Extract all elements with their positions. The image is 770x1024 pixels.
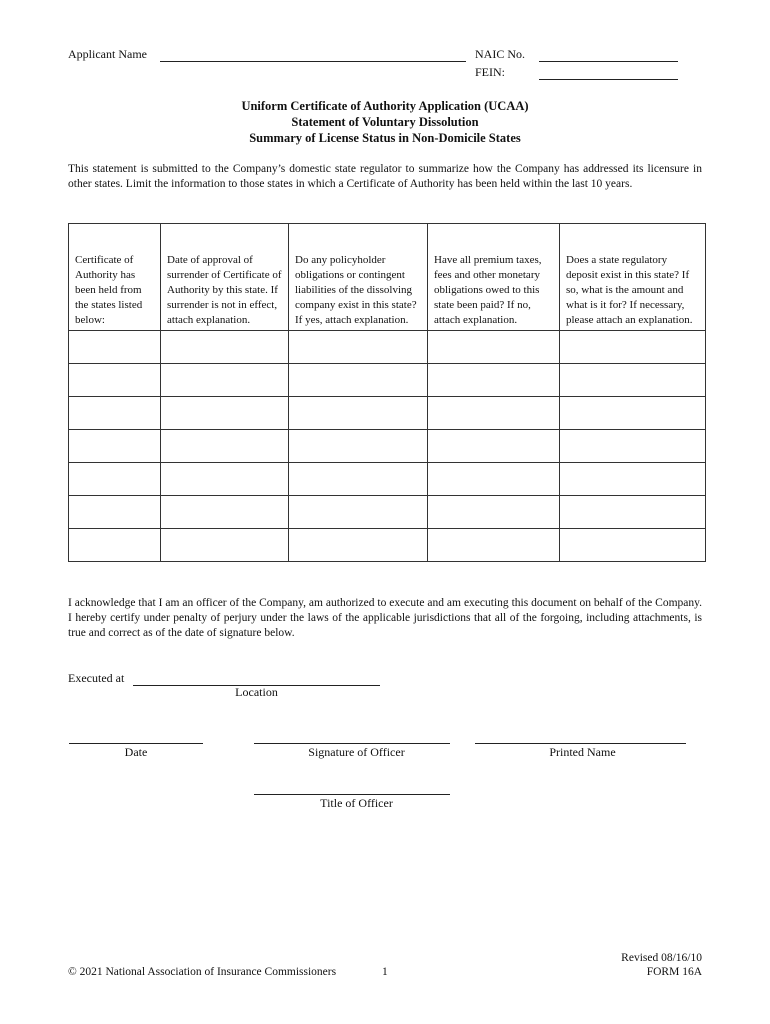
footer-revised: Revised 08/16/10 bbox=[621, 952, 702, 964]
table-cell[interactable] bbox=[69, 331, 161, 364]
intro-paragraph: This statement is submitted to the Company’s domestic state regulator to summarize how the Company has addressed its licensure in other states. Limit the information to those states in which a Certificate of Authority has been held within the last 10 years. bbox=[68, 163, 702, 190]
naic-number-field[interactable] bbox=[539, 49, 678, 67]
table-cell[interactable] bbox=[428, 430, 560, 463]
table-cell[interactable] bbox=[161, 430, 289, 463]
header-policyholder-obligations: Do any policyholder obligations or contingent liabilities of the dissolving company exist in this state? If yes, attach explanation. bbox=[289, 224, 428, 331]
applicant-name-label: Applicant Name bbox=[68, 47, 147, 61]
officer-title-label: Title of Officer bbox=[320, 796, 393, 810]
form-title: Uniform Certificate of Authority Application (UCAA) bbox=[241, 99, 529, 113]
acknowledgement-paragraph: I acknowledge that I am an officer of the Company, am authorized to execute and am executing this document on behalf of the Company. I hereby certify under penalty of perjury under the laws of the applicable jurisdictions that all of the forgoing, including attachments, is true and correct as of the date of signature below. bbox=[68, 597, 702, 639]
fein-field[interactable] bbox=[539, 67, 678, 85]
printed-name-label: Printed Name bbox=[549, 745, 616, 759]
table-cell[interactable] bbox=[560, 529, 706, 562]
table-cell[interactable] bbox=[560, 430, 706, 463]
date-line[interactable] bbox=[69, 743, 203, 744]
form-subtitle: Statement of Voluntary Dissolution bbox=[291, 115, 479, 129]
table-row bbox=[69, 463, 706, 496]
license-status-table bbox=[68, 223, 706, 562]
table-cell[interactable] bbox=[289, 496, 428, 529]
applicant-name-row bbox=[68, 47, 147, 62]
table-cell[interactable] bbox=[560, 397, 706, 430]
table-cell[interactable] bbox=[428, 463, 560, 496]
footer-form-number: FORM 16A bbox=[646, 966, 702, 978]
table-cell[interactable] bbox=[69, 529, 161, 562]
table-cell[interactable] bbox=[161, 463, 289, 496]
table-cell[interactable] bbox=[289, 463, 428, 496]
officer-signature-line[interactable] bbox=[254, 743, 450, 744]
table-cell[interactable] bbox=[289, 430, 428, 463]
header-regulatory-deposit: Does a state regulatory deposit exist in this state? If so, what is the amount and what is it for? If necessary, please attach an explanation. bbox=[560, 224, 706, 331]
table-row bbox=[69, 331, 706, 364]
table-cell[interactable] bbox=[69, 430, 161, 463]
table-cell[interactable] bbox=[560, 331, 706, 364]
location-label: Location bbox=[235, 685, 278, 699]
table-cell[interactable] bbox=[161, 496, 289, 529]
table-cell[interactable] bbox=[289, 364, 428, 397]
table-cell[interactable] bbox=[428, 496, 560, 529]
fein-label: FEIN: bbox=[475, 65, 505, 79]
table-cell[interactable] bbox=[69, 463, 161, 496]
table-cell[interactable] bbox=[560, 496, 706, 529]
table-cell[interactable] bbox=[560, 364, 706, 397]
table-row bbox=[69, 364, 706, 397]
form-section-title: Summary of License Status in Non-Domicile States bbox=[249, 131, 521, 145]
header-approval-date: Date of approval of surrender of Certificate of Authority by this state. If surrender is not in effect, attach explanation. bbox=[161, 224, 289, 331]
table-cell[interactable] bbox=[428, 529, 560, 562]
table-cell[interactable] bbox=[428, 364, 560, 397]
header-states-held: Certificate of Authority has been held from the states listed below: bbox=[69, 224, 161, 331]
table-cell[interactable] bbox=[161, 529, 289, 562]
officer-title-line[interactable] bbox=[254, 794, 450, 795]
footer-page-number: 1 bbox=[382, 966, 388, 978]
table-cell[interactable] bbox=[161, 331, 289, 364]
date-label: Date bbox=[124, 745, 148, 759]
table-cell[interactable] bbox=[161, 364, 289, 397]
table-cell[interactable] bbox=[289, 331, 428, 364]
table-row bbox=[69, 430, 706, 463]
executed-at-label: Executed at bbox=[68, 671, 125, 685]
table-header-row bbox=[69, 224, 706, 331]
naic-label: NAIC No. bbox=[475, 47, 525, 61]
table-cell[interactable] bbox=[69, 397, 161, 430]
table-cell[interactable] bbox=[69, 364, 161, 397]
footer-copyright: © 2021 National Association of Insurance Commissioners bbox=[68, 966, 337, 978]
header-premium-taxes: Have all premium taxes, fees and other monetary obligations owed to this state been paid? If no, attach explanation. bbox=[428, 224, 560, 331]
table-cell[interactable] bbox=[289, 397, 428, 430]
table-cell[interactable] bbox=[560, 463, 706, 496]
table-row bbox=[69, 496, 706, 529]
table-cell[interactable] bbox=[69, 496, 161, 529]
applicant-name-field[interactable] bbox=[160, 49, 466, 67]
officer-signature-label: Signature of Officer bbox=[308, 745, 405, 759]
table-cell[interactable] bbox=[289, 529, 428, 562]
table-cell[interactable] bbox=[428, 331, 560, 364]
printed-name-line[interactable] bbox=[475, 743, 686, 744]
table-cell[interactable] bbox=[428, 397, 560, 430]
table-row bbox=[69, 397, 706, 430]
table-cell[interactable] bbox=[161, 397, 289, 430]
table-row bbox=[69, 529, 706, 562]
